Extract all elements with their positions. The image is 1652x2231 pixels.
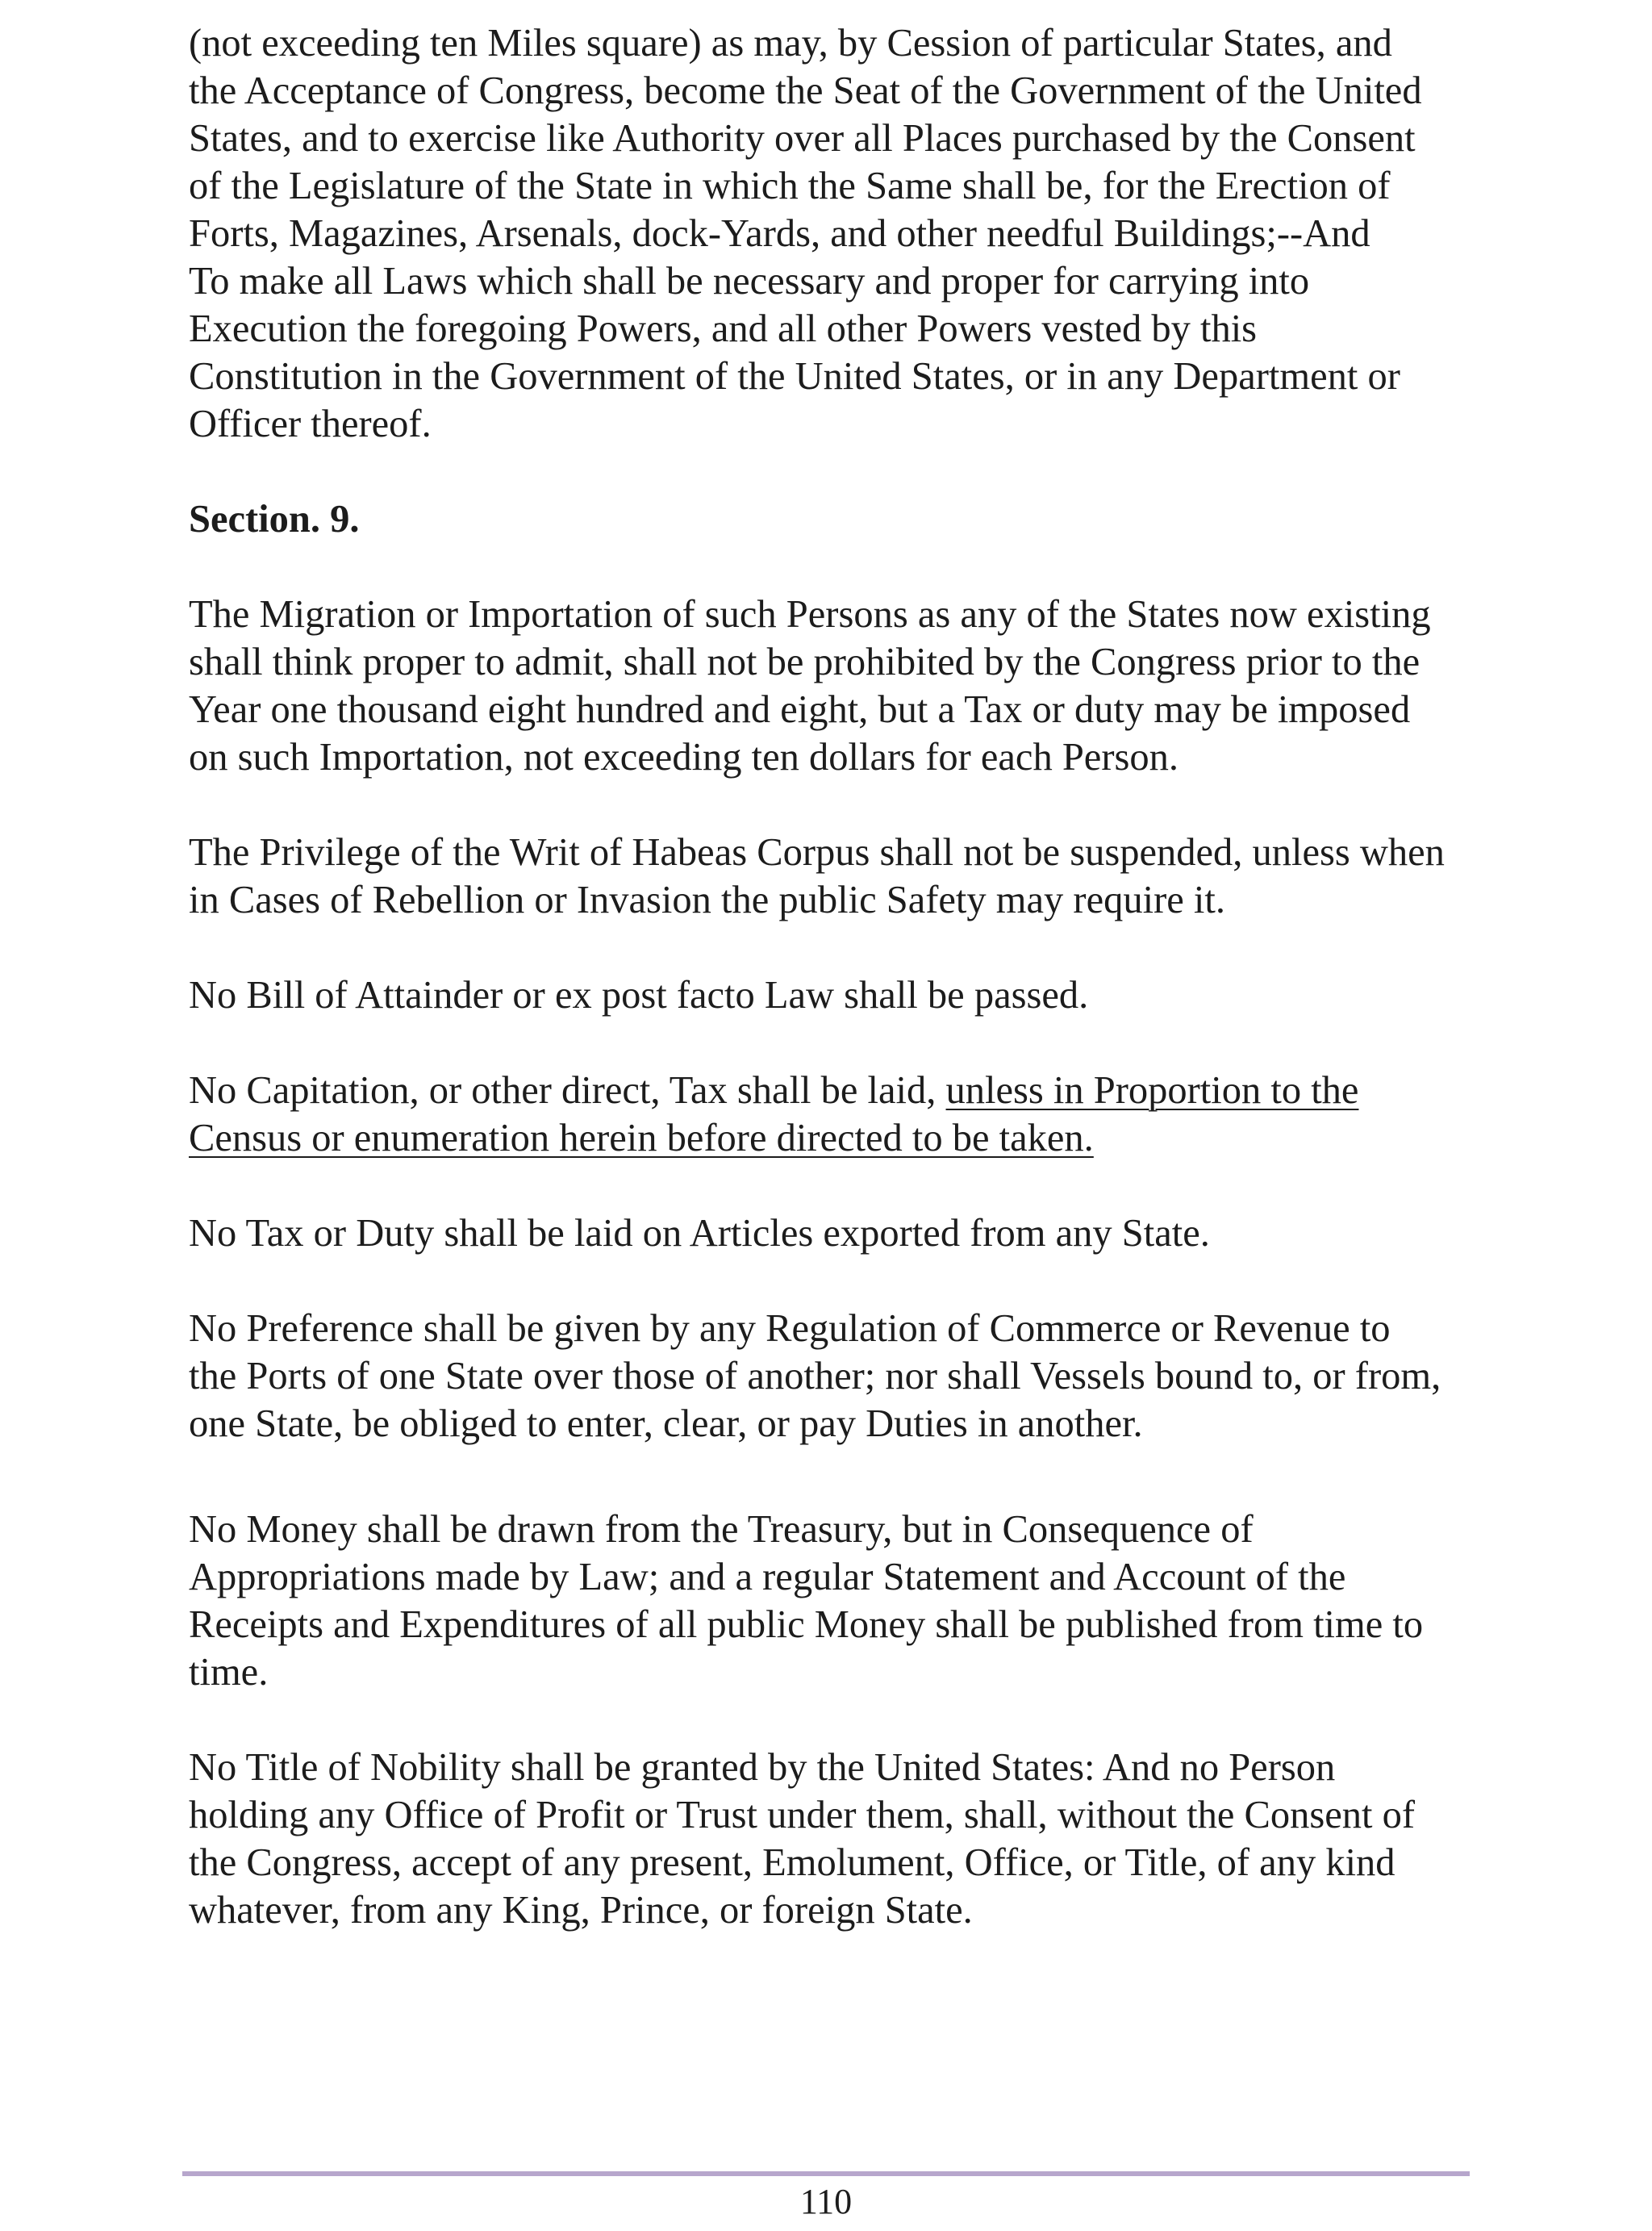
text-line: No Title of Nobility shall be granted by the United States: And no Person [189, 1746, 1336, 1789]
paragraph-spacer [189, 924, 1487, 971]
text-line [189, 1067, 1487, 1114]
capitation-plain-text: No Capitation, or other direct, Tax shall be laid, [189, 1069, 946, 1112]
paragraph-spacer [189, 1162, 1487, 1210]
text-line: whatever, from any King, Prince, or foreign State. [189, 1889, 973, 1932]
section-heading [189, 495, 1487, 543]
text-line: of the Legislature of the State in which the Same shall be, for the Erection of [189, 165, 1391, 207]
paragraph-spacer [189, 448, 1487, 495]
text-line: No Tax or Duty shall be laid on Articles exported from any State. [189, 1212, 1210, 1255]
paragraph-spacer [189, 1019, 1487, 1067]
text-line: the Ports of one State over those of another; nor shall Vessels bound to, or from, [189, 1355, 1441, 1398]
text-line: Forts, Magazines, Arsenals, dock-Yards, and other needful Buildings;--And [189, 212, 1370, 255]
paragraph-spacer [189, 781, 1487, 829]
text-line: Appropriations made by Law; and a regular Statement and Account of the [189, 1556, 1346, 1598]
text-line: holding any Office of Profit or Trust under them, shall, without the Consent of [189, 1794, 1415, 1836]
text-line: the Congress, accept of any present, Emolument, Office, or Title, of any kind [189, 1841, 1395, 1884]
text-line: Constitution in the Government of the United States, or in any Department or [189, 355, 1400, 398]
paragraph-treasury [189, 1506, 1487, 1696]
paragraph-spacer [189, 1696, 1487, 1744]
text-line: one State, be obliged to enter, clear, or pay Duties in another. [189, 1402, 1143, 1445]
paragraph-title-of-nobility [189, 1744, 1487, 1934]
text-line: Officer thereof. [189, 403, 432, 445]
page-number: 110 [799, 2182, 853, 2221]
text-line: No Preference shall be given by any Regulation of Commerce or Revenue to [189, 1307, 1391, 1350]
paragraph-capitation [189, 1067, 1487, 1162]
page-body [189, 19, 1487, 1934]
amended-underlined-text: Census or enumeration herein before directed to be taken. [189, 1117, 1094, 1159]
paragraph-habeas-corpus [189, 829, 1487, 924]
paragraph-migration [189, 591, 1487, 781]
text-line: (not exceeding ten Miles square) as may, by Cession of particular States, and [189, 22, 1392, 65]
text-line: To make all Laws which shall be necessary and proper for carrying into [189, 260, 1310, 303]
text-line: the Acceptance of Congress, become the Seat of the Government of the United [189, 69, 1422, 112]
paragraph-port-preference [189, 1305, 1487, 1448]
section-heading-text: Section. 9. [189, 498, 360, 541]
text-line: No Bill of Attainder or ex post facto Law shall be passed. [189, 974, 1089, 1017]
footer-divider [182, 2171, 1470, 2176]
amended-underlined-text: unless in Proportion to the [945, 1069, 1359, 1112]
paragraph-spacer [189, 1257, 1487, 1305]
text-line: shall think proper to admit, shall not be prohibited by the Congress prior to the [189, 641, 1420, 683]
text-line: on such Importation, not exceeding ten dollars for each Person. [189, 736, 1179, 779]
text-line: in Cases of Rebellion or Invasion the public Safety may require it. [189, 879, 1225, 921]
paragraph-spacer [189, 1448, 1487, 1506]
paragraph-export-tax [189, 1210, 1487, 1257]
text-line: The Migration or Importation of such Persons as any of the States now existing [189, 593, 1431, 636]
text-line: time. [189, 1651, 269, 1694]
text-line: The Privilege of the Writ of Habeas Corpus shall not be suspended, unless when [189, 831, 1445, 874]
text-line [189, 1114, 1487, 1162]
text-line: No Money shall be drawn from the Treasury, but in Consequence of [189, 1508, 1254, 1551]
text-line: Execution the foregoing Powers, and all other Powers vested by this [189, 307, 1258, 350]
text-line: States, and to exercise like Authority over all Places purchased by the Consent [189, 117, 1416, 160]
continuation-paragraph [189, 19, 1487, 448]
text-line: Year one thousand eight hundred and eight, but a Tax or duty may be imposed [189, 688, 1411, 731]
paragraph-bill-of-attainder [189, 971, 1487, 1019]
text-line: Receipts and Expenditures of all public Money shall be published from time to [189, 1603, 1424, 1646]
paragraph-spacer [189, 543, 1487, 591]
